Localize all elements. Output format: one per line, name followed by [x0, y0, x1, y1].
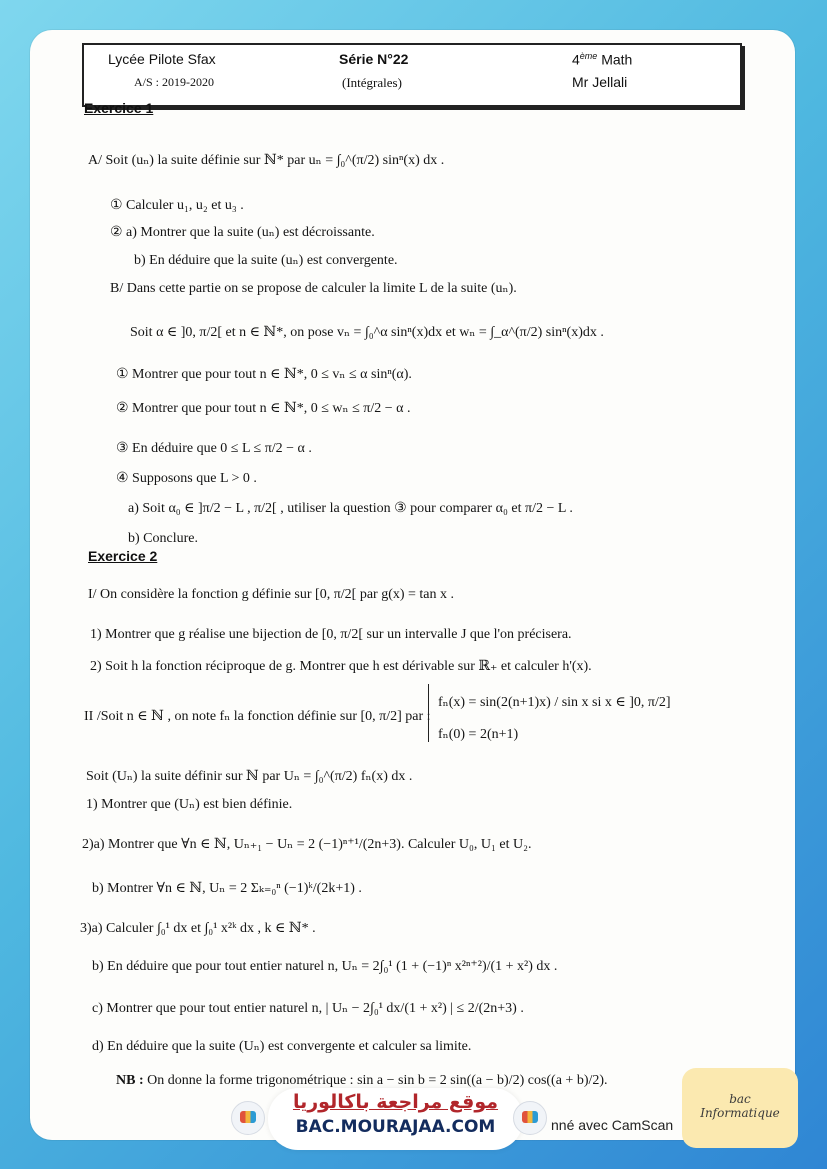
ex2-nb: NB : On donne la forme trigonométrique : sin a − sin b = 2 sin((a − b)/2) cos((a + b)/2).: [116, 1073, 608, 1088]
ex1-q1: ① Calculer u₁, u₂ et u₃ .: [110, 198, 244, 213]
logo-line-1: bac: [729, 1092, 751, 1106]
ex2-q1: 1) Montrer que (Uₙ) est bien définie.: [86, 797, 293, 812]
bac-informatique-logo: [682, 1068, 798, 1148]
ex1-part-b-definitions: Soit α ∈ ]0, π/2[ et n ∈ ℕ*, on pose vₙ = ∫₀^α sinⁿ(x)dx et wₙ = ∫_α^(π/2) sinⁿ(x)dx .: [130, 325, 604, 340]
piecewise-brace: [428, 684, 429, 742]
ex2-q3d: d) En déduire que la suite (Uₙ) est convergente et calculer sa limite.: [92, 1039, 472, 1054]
ex2-q3c: c) Montrer que pour tout entier naturel n, | Uₙ − 2∫₀¹ dx/(1 + x²) | ≤ 2/(2n+3) .: [92, 1001, 524, 1016]
ex2-i2: 2) Soit h la fonction réciproque de g. Montrer que h est dérivable sur ℝ₊ et calculer h'(x).: [90, 659, 592, 674]
ex2-q3a: 3)a) Calculer ∫₀¹ dx et ∫₀¹ x²ᵏ dx , k ∈ ℕ* .: [80, 921, 316, 936]
ex1-q2b: b) En déduire que la suite (uₙ) est convergente.: [134, 253, 398, 268]
site-arabic-title[interactable]: موقع مراجعة باكالوريا: [292, 1091, 499, 1113]
ex1-b4a: a) Soit α₀ ∈ ]π/2 − L , π/2[ , utiliser la question ③ pour comparer α₀ et π/2 − L .: [128, 501, 573, 516]
ex1-b1: ① Montrer que pour tout n ∈ ℕ*, 0 ≤ vₙ ≤ α sinⁿ(α).: [116, 367, 412, 382]
site-logo-right-icon: [513, 1101, 547, 1135]
document-page: [30, 30, 795, 1140]
ex2-un-definition: Soit (Uₙ) la suite définir sur ℕ par Uₙ = ∫₀^(π/2) fₙ(x) dx .: [86, 769, 413, 784]
ex1-b4b: b) Conclure.: [128, 531, 198, 546]
site-url[interactable]: BAC.MOURAJAA.COM: [295, 1117, 496, 1137]
exercise-2-title: Exercice 2: [88, 548, 158, 564]
ex2-fn-case-2: fₙ(0) = 2(n+1): [438, 727, 519, 742]
ex2-fn-case-1: fₙ(x) = sin(2(n+1)x) / sin x si x ∈ ]0, π/2]: [438, 695, 671, 710]
ex1-b3: ③ En déduire que 0 ≤ L ≤ π/2 − α .: [116, 441, 312, 456]
site-banner[interactable]: [268, 1088, 523, 1150]
class-level: 4ème Math: [572, 51, 633, 68]
serie-number: Série N°22: [339, 51, 409, 67]
ex2-i1: 1) Montrer que g réalise une bijection de [0, π/2[ sur un intervalle J que l'on précisera.: [90, 627, 572, 642]
school-name: Lycée Pilote Sfax: [108, 51, 216, 67]
ex2-q2a: 2)a) Montrer que ∀n ∈ ℕ, Uₙ₊₁ − Uₙ = 2 (−1)ⁿ⁺¹/(2n+3). Calculer U₀, U₁ et U₂.: [82, 837, 532, 852]
logo-line-2: Informatique: [700, 1106, 780, 1120]
ex1-part-b-intro: B/ Dans cette partie on se propose de calculer la limite L de la suite (uₙ).: [110, 281, 517, 296]
ex1-part-a-intro: A/ Soit (uₙ) la suite définie sur ℕ* par uₙ = ∫₀^(π/2) sinⁿ(x) dx .: [88, 153, 445, 168]
exercise-1-title: Exercice 1: [84, 100, 154, 116]
serie-topic: (Intégrales): [342, 75, 402, 90]
camscanner-watermark: nné avec CamScan: [551, 1117, 674, 1133]
ex1-b2: ② Montrer que pour tout n ∈ ℕ*, 0 ≤ wₙ ≤ π/2 − α .: [116, 401, 411, 416]
header-box: [82, 43, 742, 107]
ex1-q2a: ② a) Montrer que la suite (uₙ) est décroissante.: [110, 225, 375, 240]
ex2-q3b: b) En déduire que pour tout entier naturel n, Uₙ = 2∫₀¹ (1 + (−1)ⁿ x²ⁿ⁺²)/(1 + x²) dx .: [92, 959, 558, 974]
ex1-b4: ④ Supposons que L > 0 .: [116, 471, 257, 486]
ex2-q2b: b) Montrer ∀n ∈ ℕ, Uₙ = 2 Σₖ₌₀ⁿ (−1)ᵏ/(2k+1) .: [92, 881, 362, 896]
ex2-part-ii-intro: II /Soit n ∈ ℕ , on note fₙ la fonction définie sur [0, π/2] par :: [84, 709, 431, 724]
ex2-part-i-intro: I/ On considère la fonction g définie sur [0, π/2[ par g(x) = tan x .: [88, 587, 455, 602]
school-year: A/S : 2019-2020: [134, 75, 215, 89]
site-logo-left-icon: [231, 1101, 265, 1135]
teacher-name: Mr Jellali: [572, 74, 628, 90]
